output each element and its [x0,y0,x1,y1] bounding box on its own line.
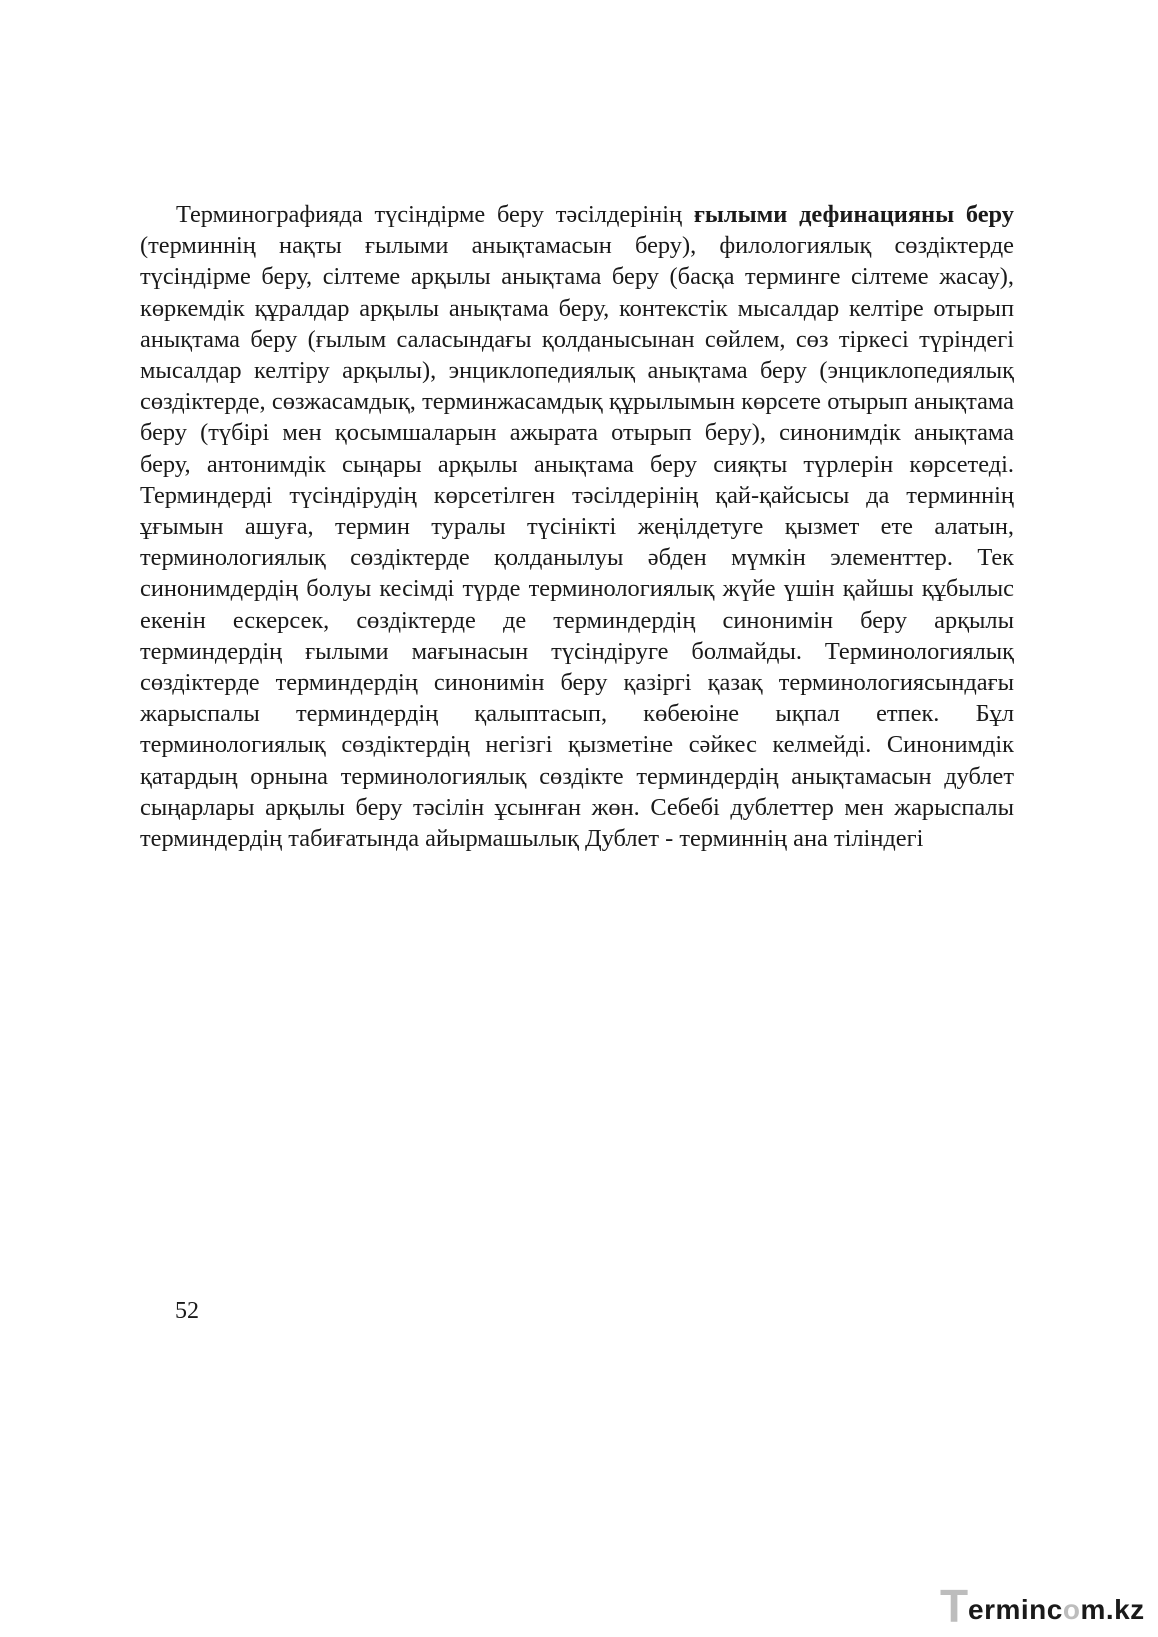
paragraph-intro: Терминографияда түсіндірме беру тәсілдерінің [176,201,694,228]
termincom-watermark-logo [940,1580,1150,1632]
watermark-o-letter: o [1062,1594,1081,1625]
watermark-text [968,1595,1145,1625]
watermark-part2: m.kz [1080,1594,1145,1625]
paragraph-rest: (терминнің нақты ғылыми анықтамасын беру), филологиялық сөздіктерде түсіндірме беру, сілтеме арқылы анықтама беру (басқа терминге сілтеме жасау), көркемдік құралдар арқылы анықтама беру, контекстік мысалдар келтіре отырып анықтама беру (ғылым саласындағы қолданысынан сөйлем, сөз тіркесі түріндегі мысалдар келтіру арқылы), энциклопедиялық анықтама беру (энциклопедиялық сөздіктерде, сөзжасамдық, терминжасамдық құрылымын көрсете отырып анықтама беру (түбірі мен қосымшаларын ажырата отырып беру), синонимдік анықтама беру, антонимдік сыңары арқылы анықтама беру сияқты түрлерін көрсетеді. Терминдерді түсіндірудің көрсетілген тәсілдерінің қай-қайсысы да терминнің ұғымын ашуға, термин туралы түсінікті жеңілдетуге қызмет ете алатын, терминологиялық сөздіктерде қолданылуы әбден мүмкін элементтер. Тек синонимдердің болуы кесімді түрде терминологиялық жүйе үшін қайшы құбылыс екенін ескерсек, сөздіктерде де терминдердің синонимін беру арқылы терминдердің ғылыми мағынасын түсіндіруге болмайды. Терминологиялық сөздіктерде терминдердің синонимін беру қазіргі қазақ терминологиясындағы жарыспалы терминдердің қалыптасып, көбеюіне ықпал етпек. Бұл терминологиялық сөздіктердің негізгі қызметіне сәйкес келмейді. Синонимдік қатардың орнына терминологиялық сөздікте терминдердің анықтамасын дублет сыңарлары арқылы беру тәсілін ұсынған жөн. Себебі дублеттер мен жарыспалы терминдердің табиғатында айырмашылық Дублет - терминнің ана тіліндегі [140,232,1014,853]
paragraph-bold-term: ғылыми дефинацияны беру [693,201,1014,228]
page-number: 52 [175,1298,199,1324]
body-paragraph [140,199,1014,854]
watermark-part1: erminc [968,1594,1063,1625]
watermark-first-letter: T [940,1580,969,1632]
